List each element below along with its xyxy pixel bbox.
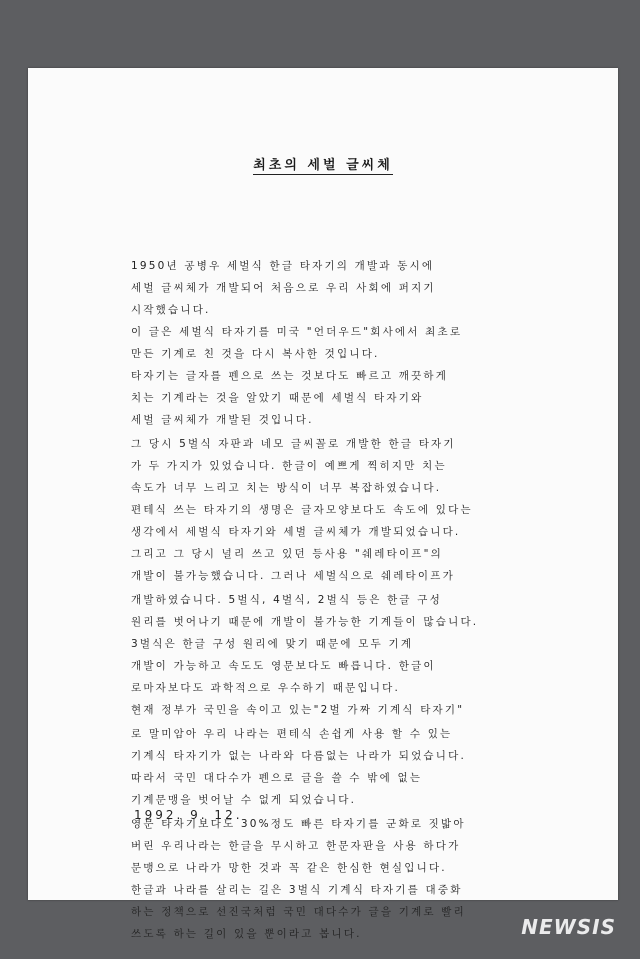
text-line: 가 두 가지가 있었습니다. 한글이 예쁘게 찍히지만 치는 bbox=[131, 460, 447, 472]
text-line: 문맹으로 나라가 망한 것과 꼭 같은 한심한 현실입니다. bbox=[131, 862, 447, 874]
text-line: 쓰도록 하는 길이 있을 뿐이라고 봅니다. bbox=[131, 928, 362, 940]
text-line: 치는 기계라는 것을 알았기 때문에 세벌식 타자기와 bbox=[131, 392, 424, 404]
newsis-watermark: NEWSIS bbox=[521, 915, 616, 939]
text-line: 버린 우리나라는 한글을 무시하고 한문자판을 사용 하다가 bbox=[131, 840, 461, 852]
text-line: 편테식 쓰는 타자기의 생명은 글자모양보다도 속도에 있다는 bbox=[131, 504, 473, 516]
text-line: 그 당시 5벌식 자판과 네모 글씨꼴로 개발한 한글 타자기 bbox=[131, 438, 456, 450]
document-title: 최초의 세벌 글씨체 bbox=[253, 158, 393, 173]
text-line: 영문 타자기보다도 30%정도 빠른 타자기를 군화로 짓밟아 bbox=[131, 818, 466, 830]
text-line: 시작했습니다. bbox=[131, 304, 211, 316]
text-line: 개발이 불가능했습니다. 그러나 세벌식으로 쉐레타이프가 bbox=[131, 570, 455, 582]
text-line: 만든 기계로 친 것을 다시 복사한 것입니다. bbox=[131, 348, 380, 360]
text-line: 기계문맹을 벗어날 수 없게 되었습니다. bbox=[131, 794, 357, 806]
document-date: 1992. 9. 12. bbox=[134, 808, 243, 822]
text-line: 원리를 벗어나기 때문에 개발이 불가능한 기계들이 많습니다. bbox=[131, 616, 479, 628]
text-line: 로마자보다도 과학적으로 우수하기 때문입니다. bbox=[131, 682, 401, 694]
text-line: 한글과 나라를 살리는 길은 3벌식 기계식 타자기를 대중화 bbox=[131, 884, 463, 896]
text-line: 1950년 공병우 세벌식 한글 타자기의 개발과 동시에 bbox=[131, 260, 435, 272]
text-line: 기계식 타자기가 없는 나라와 다름없는 나라가 되었습니다. bbox=[131, 750, 466, 762]
text-line: 생각에서 세벌식 타자기와 세벌 글씨체가 개발되었습니다. bbox=[131, 526, 461, 538]
text-line: 세벌 글씨체가 개발되어 처음으로 우리 사회에 퍼지기 bbox=[131, 282, 436, 294]
text-line: 속도가 너무 느리고 치는 방식이 너무 복잡하였습니다. bbox=[131, 482, 442, 494]
text-line: 타자기는 글자를 펜으로 쓰는 것보다도 빠르고 깨끗하게 bbox=[131, 370, 449, 382]
text-line: 현재 정부가 국민을 속이고 있는"2벌 가짜 기계식 타자기" bbox=[131, 704, 465, 716]
text-line: 개발하였습니다. 5벌식, 4벌식, 2벌식 등은 한글 구성 bbox=[131, 594, 442, 606]
text-line: 로 말미암아 우리 나라는 편테식 손쉽게 사용 할 수 있는 bbox=[131, 728, 453, 740]
text-line: 따라서 국민 대다수가 펜으로 글을 쓸 수 밖에 없는 bbox=[131, 772, 423, 784]
text-line: 세벌 글씨체가 개발된 것입니다. bbox=[131, 414, 314, 426]
text-line: 그리고 그 당시 널리 쓰고 있던 등사용 "쉐레타이프"의 bbox=[131, 548, 444, 560]
text-line: 하는 정책으로 선진국처럼 국민 대다수가 글을 기계로 빨리 bbox=[131, 906, 466, 918]
text-line: 이 글은 세벌식 타자기를 미국 "언더우드"회사에서 최초로 bbox=[131, 326, 463, 338]
text-line: 3벌식은 한글 구성 원리에 맞기 때문에 모두 기계 bbox=[131, 638, 414, 650]
text-line: 개발이 가능하고 속도도 영문보다도 빠릅니다. 한글이 bbox=[131, 660, 436, 672]
